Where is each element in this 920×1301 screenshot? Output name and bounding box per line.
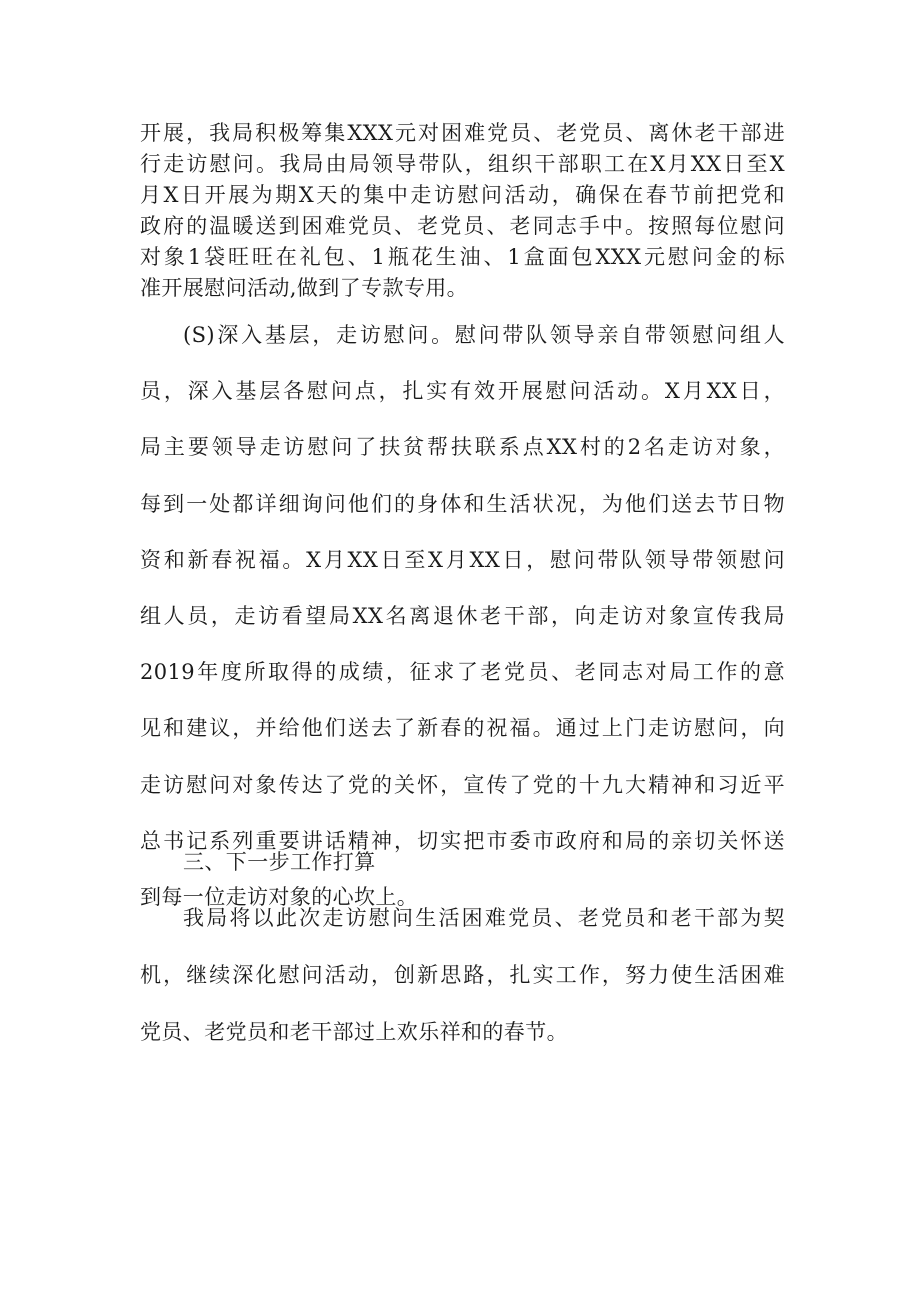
text-line: 准开展慰问活动,做到了专款专用。 [140, 276, 469, 300]
text-line: 员，深入基层各慰问点，扎实有效开展慰问活动。X月XX日， [140, 379, 785, 404]
text-line: 月X日开展为期X天的集中走访慰问活动，确保在春节前把党和 [140, 183, 785, 207]
text-line: 局主要领导走访慰问了扶贫帮扶联系点XX村的2名走访对象， [140, 435, 785, 460]
section-heading [140, 844, 785, 881]
paragraph-funding [140, 118, 785, 304]
text-line: 每到一处都详细询问他们的身体和生活状况，为他们送去节日物 [140, 491, 785, 516]
text-line: 对象1袋旺旺在礼包、1瓶花生油、1盒面包XXX元慰问金的标 [140, 245, 785, 269]
text-line: 总书记系列重要讲话精神，切实把市委市政府和局的亲切关怀送 [140, 828, 785, 853]
text-line: 到每一位走访对象的心坎上。 [140, 884, 419, 909]
text-line: 资和新春祝福。X月XX日至X月XX日，慰问带队领导带领慰问 [140, 547, 785, 572]
text-line: 组人员，走访看望局XX名离退休老干部，向走访对象宣传我局 [140, 603, 785, 628]
text-line: 2019年度所取得的成绩，征求了老党员、老同志对局工作的意 [140, 660, 785, 685]
text-line: (S)深入基层，走访慰问。慰问带队领导亲自带领慰问组人 [183, 323, 785, 347]
text-line: 见和建议，并给他们送去了新春的祝福。通过上门走访慰问，向 [140, 716, 785, 741]
section-heading-text: 三、下一步工作打算 [183, 850, 376, 874]
text-line: 行走访慰问。我局由局领导带队，组织干部职工在X月XX日至X [140, 152, 785, 176]
text-line: 走访慰问对象传达了党的关怀，宣传了党的十九大精神和习近平 [140, 772, 785, 797]
text-line: 政府的温暖送到困难党员、老党员、老同志手中。按照每位慰问 [140, 214, 785, 238]
text-line: 我局将以此次走访慰问生活困难党员、老党员和老干部为契 [183, 906, 785, 930]
paragraph-next-steps [140, 900, 785, 1071]
text-line: 机，继续深化慰问活动，创新思路，扎实工作，努力使生活困难 [140, 963, 785, 987]
text-line: 开展，我局积极筹集XXX元对困难党员、老党员、离休老干部进 [140, 121, 785, 145]
paragraph-grassroots-visits [140, 317, 785, 935]
text-line: 党员、老党员和老干部过上欢乐祥和的春节。 [140, 1020, 568, 1044]
